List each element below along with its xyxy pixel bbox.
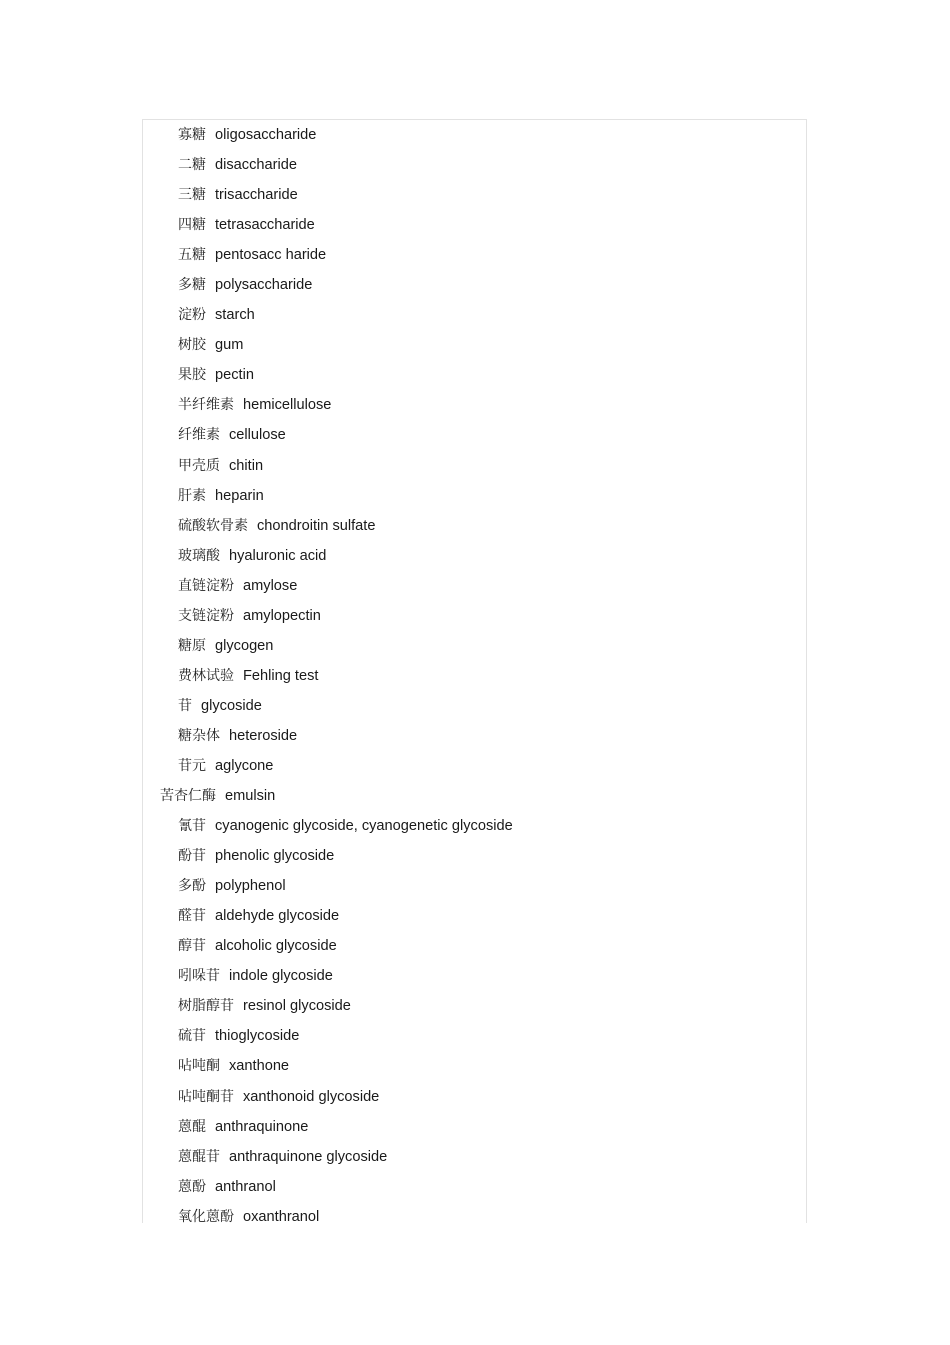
term-chinese: 纤维素 — [178, 427, 220, 444]
glossary-entry — [0, 606, 513, 636]
term-chinese: 寡糖 — [178, 127, 206, 143]
glossary-entry — [0, 125, 513, 155]
term-english: aldehyde glycoside — [215, 908, 340, 925]
term-chinese: 玻璃酸 — [178, 547, 220, 564]
glossary-entry — [0, 185, 513, 215]
term-english: xanthone — [229, 1058, 290, 1075]
glossary-entry — [0, 1207, 513, 1237]
glossary-entry — [0, 1177, 513, 1207]
term-chinese: 费林试验 — [178, 667, 234, 684]
term-chinese: 蒽醌 — [178, 1118, 206, 1135]
glossary-entry — [0, 966, 513, 996]
term-chinese: 淀粉 — [178, 307, 206, 324]
term-english: oxanthranol — [243, 1208, 320, 1225]
term-chinese: 树胶 — [178, 337, 206, 354]
term-english: anthraquinone — [215, 1118, 309, 1135]
glossary-entry — [0, 275, 513, 305]
glossary-entry — [0, 1056, 513, 1086]
term-chinese: 蒽醌苷 — [178, 1148, 220, 1165]
term-english: heparin — [215, 487, 264, 504]
term-chinese: 醛苷 — [178, 908, 206, 925]
term-english: gum — [215, 337, 244, 354]
term-chinese: 多酚 — [178, 878, 206, 895]
term-english: aglycone — [215, 757, 274, 774]
glossary-entry — [0, 245, 513, 275]
term-english: emulsin — [225, 788, 276, 805]
term-chinese: 苦杏仁酶 — [160, 788, 216, 805]
term-chinese: 直链淀粉 — [178, 577, 234, 594]
term-chinese: 支链淀粉 — [178, 607, 234, 624]
term-english: glycogen — [215, 637, 274, 654]
term-english: resinol glycoside — [243, 998, 351, 1015]
term-english: cyanogenic glycoside, cyanogenetic glycoside — [215, 818, 513, 835]
term-chinese: 蒽酚 — [178, 1178, 206, 1195]
glossary-entry — [0, 696, 513, 726]
term-chinese: 二糖 — [178, 157, 206, 174]
glossary-entry — [0, 546, 513, 576]
term-english: polyphenol — [215, 878, 286, 895]
glossary-entry — [0, 906, 513, 936]
term-chinese: 半纤维素 — [178, 397, 234, 414]
term-english: tetrasaccharide — [215, 217, 315, 234]
term-chinese: 醇苷 — [178, 938, 206, 955]
term-english: heteroside — [229, 727, 298, 744]
glossary-entry — [0, 636, 513, 666]
term-english: thioglycoside — [215, 1028, 300, 1045]
term-english: anthranol — [215, 1178, 276, 1195]
term-english: starch — [215, 307, 255, 324]
term-english: oligosaccharide — [215, 127, 317, 143]
term-english: phenolic glycoside — [215, 848, 335, 865]
glossary-entry — [0, 786, 513, 816]
term-chinese: 四糖 — [178, 217, 206, 234]
glossary-entry — [0, 846, 513, 876]
term-english: xanthonoid glycoside — [243, 1088, 380, 1105]
term-english: amylose — [243, 577, 298, 594]
glossary-entry — [0, 1087, 513, 1117]
glossary-entry — [0, 486, 513, 516]
term-chinese: 糖原 — [178, 637, 206, 654]
term-chinese: 多糖 — [178, 277, 206, 294]
glossary-entry — [0, 756, 513, 786]
glossary-entry — [0, 215, 513, 245]
term-english: pentosacc haride — [215, 247, 327, 264]
term-chinese: 三糖 — [178, 187, 206, 204]
term-english: alcoholic glycoside — [215, 938, 337, 955]
term-chinese: 酚苷 — [178, 848, 206, 865]
term-chinese: 果胶 — [178, 367, 206, 384]
glossary-entry — [0, 516, 513, 546]
term-english: hemicellulose — [243, 397, 332, 414]
glossary-entry — [0, 726, 513, 756]
glossary-entry — [0, 1026, 513, 1056]
term-chinese: 肝素 — [178, 487, 206, 504]
glossary-entry — [0, 155, 513, 185]
term-english: amylopectin — [243, 607, 321, 624]
glossary-entry — [0, 996, 513, 1026]
glossary-entry — [0, 335, 513, 365]
glossary-entry — [0, 816, 513, 846]
term-chinese: 呫吨酮苷 — [178, 1088, 234, 1105]
term-english: chondroitin sulfate — [257, 517, 376, 534]
term-english: anthraquinone glycoside — [229, 1148, 388, 1165]
glossary-entry — [0, 456, 513, 486]
term-chinese: 糖杂体 — [178, 727, 220, 744]
term-english: Fehling test — [243, 667, 319, 684]
term-chinese: 呫吨酮 — [178, 1058, 220, 1075]
glossary-entry — [0, 936, 513, 966]
term-english: trisaccharide — [215, 187, 298, 204]
term-english: polysaccharide — [215, 277, 313, 294]
glossary-entry — [0, 876, 513, 906]
term-chinese: 五糖 — [178, 247, 206, 264]
term-english: indole glycoside — [229, 968, 333, 985]
glossary-list — [0, 125, 513, 1237]
term-chinese: 苷 — [178, 697, 192, 714]
glossary-entry — [0, 365, 513, 395]
glossary-entry — [0, 395, 513, 425]
glossary-entry — [0, 305, 513, 335]
term-chinese: 苷元 — [178, 757, 206, 774]
glossary-entry — [0, 1117, 513, 1147]
term-english: cellulose — [229, 427, 286, 444]
term-english: pectin — [215, 367, 254, 384]
term-chinese: 硫苷 — [178, 1028, 206, 1045]
term-chinese: 氧化蒽酚 — [178, 1208, 234, 1225]
term-english: hyaluronic acid — [229, 547, 327, 564]
term-english: chitin — [229, 457, 264, 474]
glossary-entry — [0, 666, 513, 696]
glossary-entry — [0, 1147, 513, 1177]
glossary-entry — [0, 425, 513, 455]
term-chinese: 硫酸软骨素 — [178, 517, 248, 534]
term-english: disaccharide — [215, 157, 297, 174]
term-chinese: 氰苷 — [178, 818, 206, 835]
glossary-entry — [0, 576, 513, 606]
term-chinese: 树脂醇苷 — [178, 998, 234, 1015]
term-english: glycoside — [201, 697, 262, 714]
term-chinese: 吲哚苷 — [178, 968, 220, 985]
term-chinese: 甲壳质 — [178, 457, 220, 474]
